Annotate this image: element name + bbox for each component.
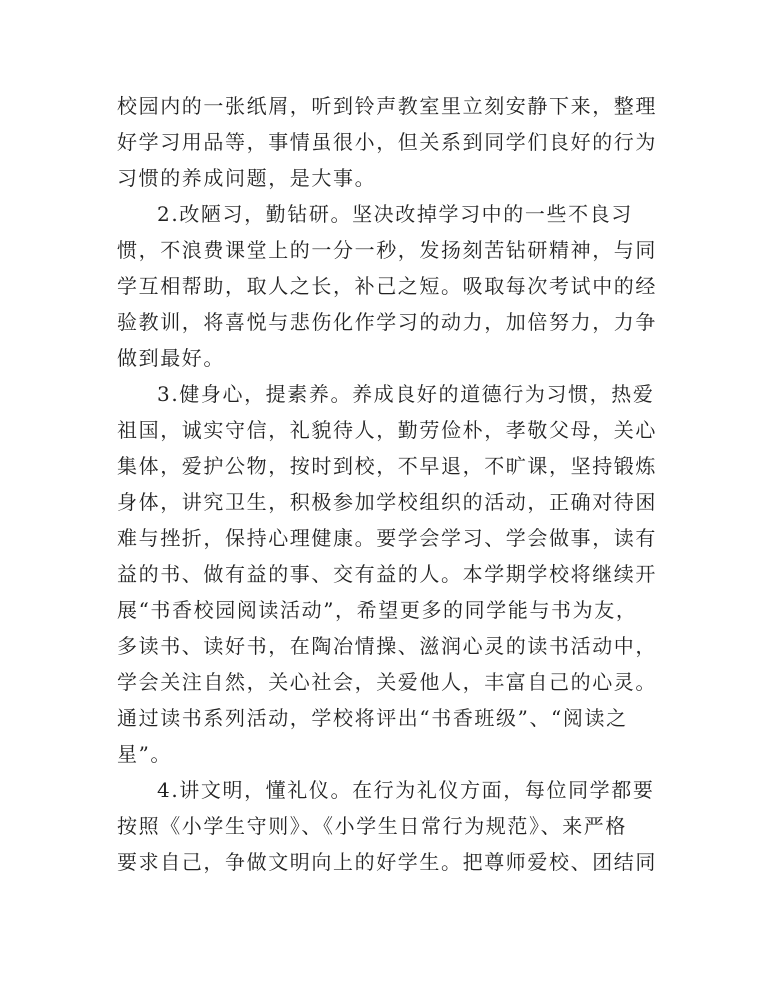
text-line: 做到最好。 bbox=[117, 346, 225, 370]
text-line: 2.改陋习，勤钻研。坚决改掉学习中的一些不良习 bbox=[157, 202, 633, 226]
text-line: 集体，爱护公物，按时到校，不早退，不旷课，坚持锻炼 bbox=[117, 454, 657, 478]
text-line: 3.健身心，提素养。养成良好的道德行为习惯，热爱 bbox=[157, 382, 655, 406]
text-line: 要求自己，争做文明向上的好学生。把尊师爱校、团结同 bbox=[117, 850, 657, 874]
text-line: 益的书、做有益的事、交有益的人。本学期学校将继续开 bbox=[117, 562, 657, 586]
text-line: 祖国，诚实守信，礼貌待人，勤劳俭朴，孝敬父母，关心 bbox=[117, 418, 657, 442]
text-line: 校园内的一张纸屑，听到铃声教室里立刻安静下来，整理 bbox=[117, 94, 657, 118]
text-line: 好学习用品等，事情虽很小，但关系到同学们良好的行为 bbox=[117, 130, 657, 154]
body-text bbox=[117, 88, 657, 880]
text-line: 按照《小学生守则》、《小学生日常行为规范》、来严格 bbox=[117, 814, 627, 838]
text-line: 身体，讲究卫生，积极参加学校组织的活动，正确对待困 bbox=[117, 490, 657, 514]
text-line: 学互相帮助，取人之长，补己之短。吸取每次考试中的经 bbox=[117, 274, 657, 298]
text-line: 习惯的养成问题，是大事。 bbox=[117, 166, 377, 190]
text-line: 验教训，将喜悦与悲伤化作学习的动力，加倍努力，力争 bbox=[117, 310, 657, 334]
text-line: 4.讲文明，懂礼仪。在行为礼仪方面，每位同学都要 bbox=[157, 778, 655, 802]
text-line: 多读书、读好书，在陶冶情操、滋润心灵的读书活动中， bbox=[117, 634, 657, 658]
text-line: 展“书香校园阅读活动”，希望更多的同学能与书为友， bbox=[117, 598, 638, 622]
text-line: 通过读书系列活动，学校将评出“书香班级”、“阅读之 bbox=[117, 706, 628, 730]
text-line: 难与挫折，保持心理健康。要学会学习、学会做事，读有 bbox=[117, 526, 657, 550]
text-line: 星”。 bbox=[117, 742, 173, 766]
text-line: 惯，不浪费课堂上的一分一秒，发扬刻苦钻研精神，与同 bbox=[117, 238, 657, 262]
text-line: 学会关注自然，关心社会，关爱他人，丰富自己的心灵。 bbox=[117, 670, 657, 694]
